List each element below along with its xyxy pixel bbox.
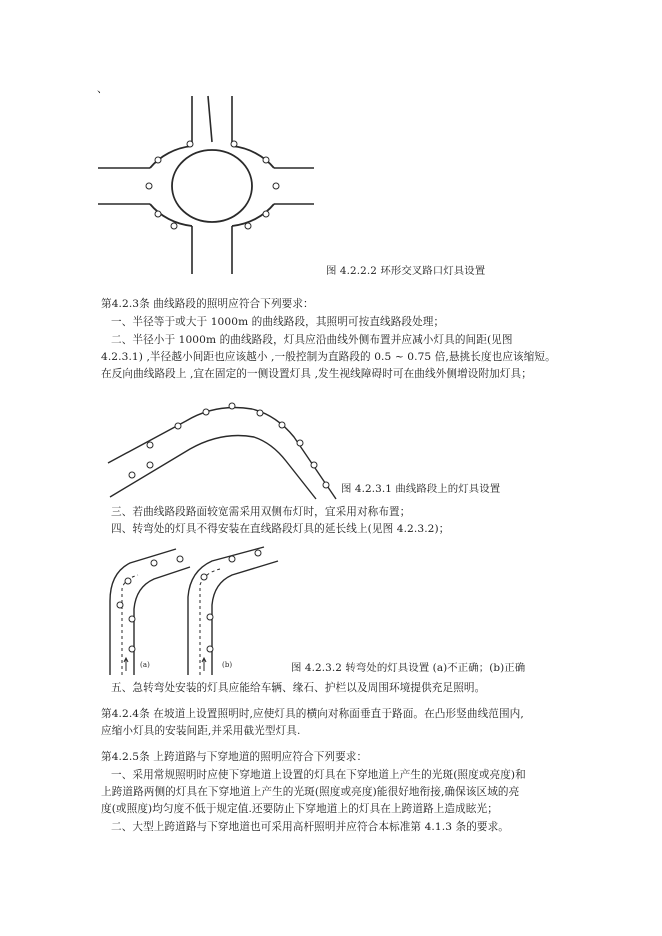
figure-caption: 图 4.2.2.2 环形交叉路口灯具设置 [326, 265, 486, 277]
section-heading: 第4.2.4条 在坡道上设置照明时,应使灯具的横向对称面垂直于路面。在凸形竖曲线范围内, [101, 708, 524, 720]
figure-label: (a) [140, 661, 150, 669]
section-heading: 第4.2.3条 曲线路段的照明应符合下列要求： [101, 298, 314, 310]
figure-label: (b) [222, 661, 233, 669]
stray-mark: 、 [97, 83, 108, 95]
paragraph: 四、转弯处的灯具不得安装在直线路段灯具的延长线上(见图 4.2.3.2)； [111, 523, 450, 535]
paragraph: 度(或照度)均匀度不低于规定值.还要防止下穿地道上的灯具在上跨道路上造成眩光； [101, 803, 498, 815]
paragraph: 三、若曲线路段路面较宽需采用双侧布灯时，宜采用对称布置； [111, 506, 411, 518]
paragraph: 应缩小灯具的安装间距,并采用截光型灯具. [101, 725, 301, 737]
figure-caption: 图 4.2.3.1 曲线路段上的灯具设置 [341, 483, 501, 495]
turn-figure [104, 545, 294, 677]
paragraph: 二、大型上跨道路与下穿地道也可采用高杆照明并应符合本标准第 4.1.3 条的要求。 [111, 821, 509, 833]
lamp-icons [129, 403, 329, 488]
paragraph: 4.2.3.1) ,半径越小间距也应该越小 ,一般控制为直路段的 0.5 ~ 0.75 倍,悬挑长度也应该缩短。 [101, 351, 556, 363]
paragraph: 上跨道路两侧的灯具在下穿地道上产生的光斑(照度或亮度)能很好地衔接,确保该区域的亮 [101, 786, 520, 798]
paragraph: 一、半径等于或大于 1000m 的曲线路段，其照明可按直线路段处理； [111, 316, 445, 328]
section-heading: 第4.2.5条 上跨道路与下穿地道的照明应符合下列要求： [101, 751, 368, 763]
figure-caption: 图 4.2.3.2 转弯处的灯具设置 (a)不正确；(b)正确 [291, 662, 526, 674]
paragraph: 一、采用常规照明时应使下穿地道上设置的灯具在下穿地道上产生的光斑(照度或亮度)和 [111, 769, 526, 781]
lamp-icons [201, 550, 261, 652]
roundabout-figure [96, 94, 316, 276]
paragraph: 在反向曲线路段上 ,宜在固定的一侧设置灯具 ,发生视线障碍时可在曲线外侧增设附加灯具； [101, 368, 532, 380]
paragraph: 五、急转弯处安装的灯具应能给车辆、缘石、护栏以及周围环境提供充足照明。 [111, 682, 486, 694]
curve-road-figure [104, 395, 344, 500]
paragraph: 二、半径小于 1000m 的曲线路段，灯具应沿曲线外侧布置并应减小灯具的间距(见图 [111, 334, 513, 346]
lamp-icons [117, 556, 183, 652]
